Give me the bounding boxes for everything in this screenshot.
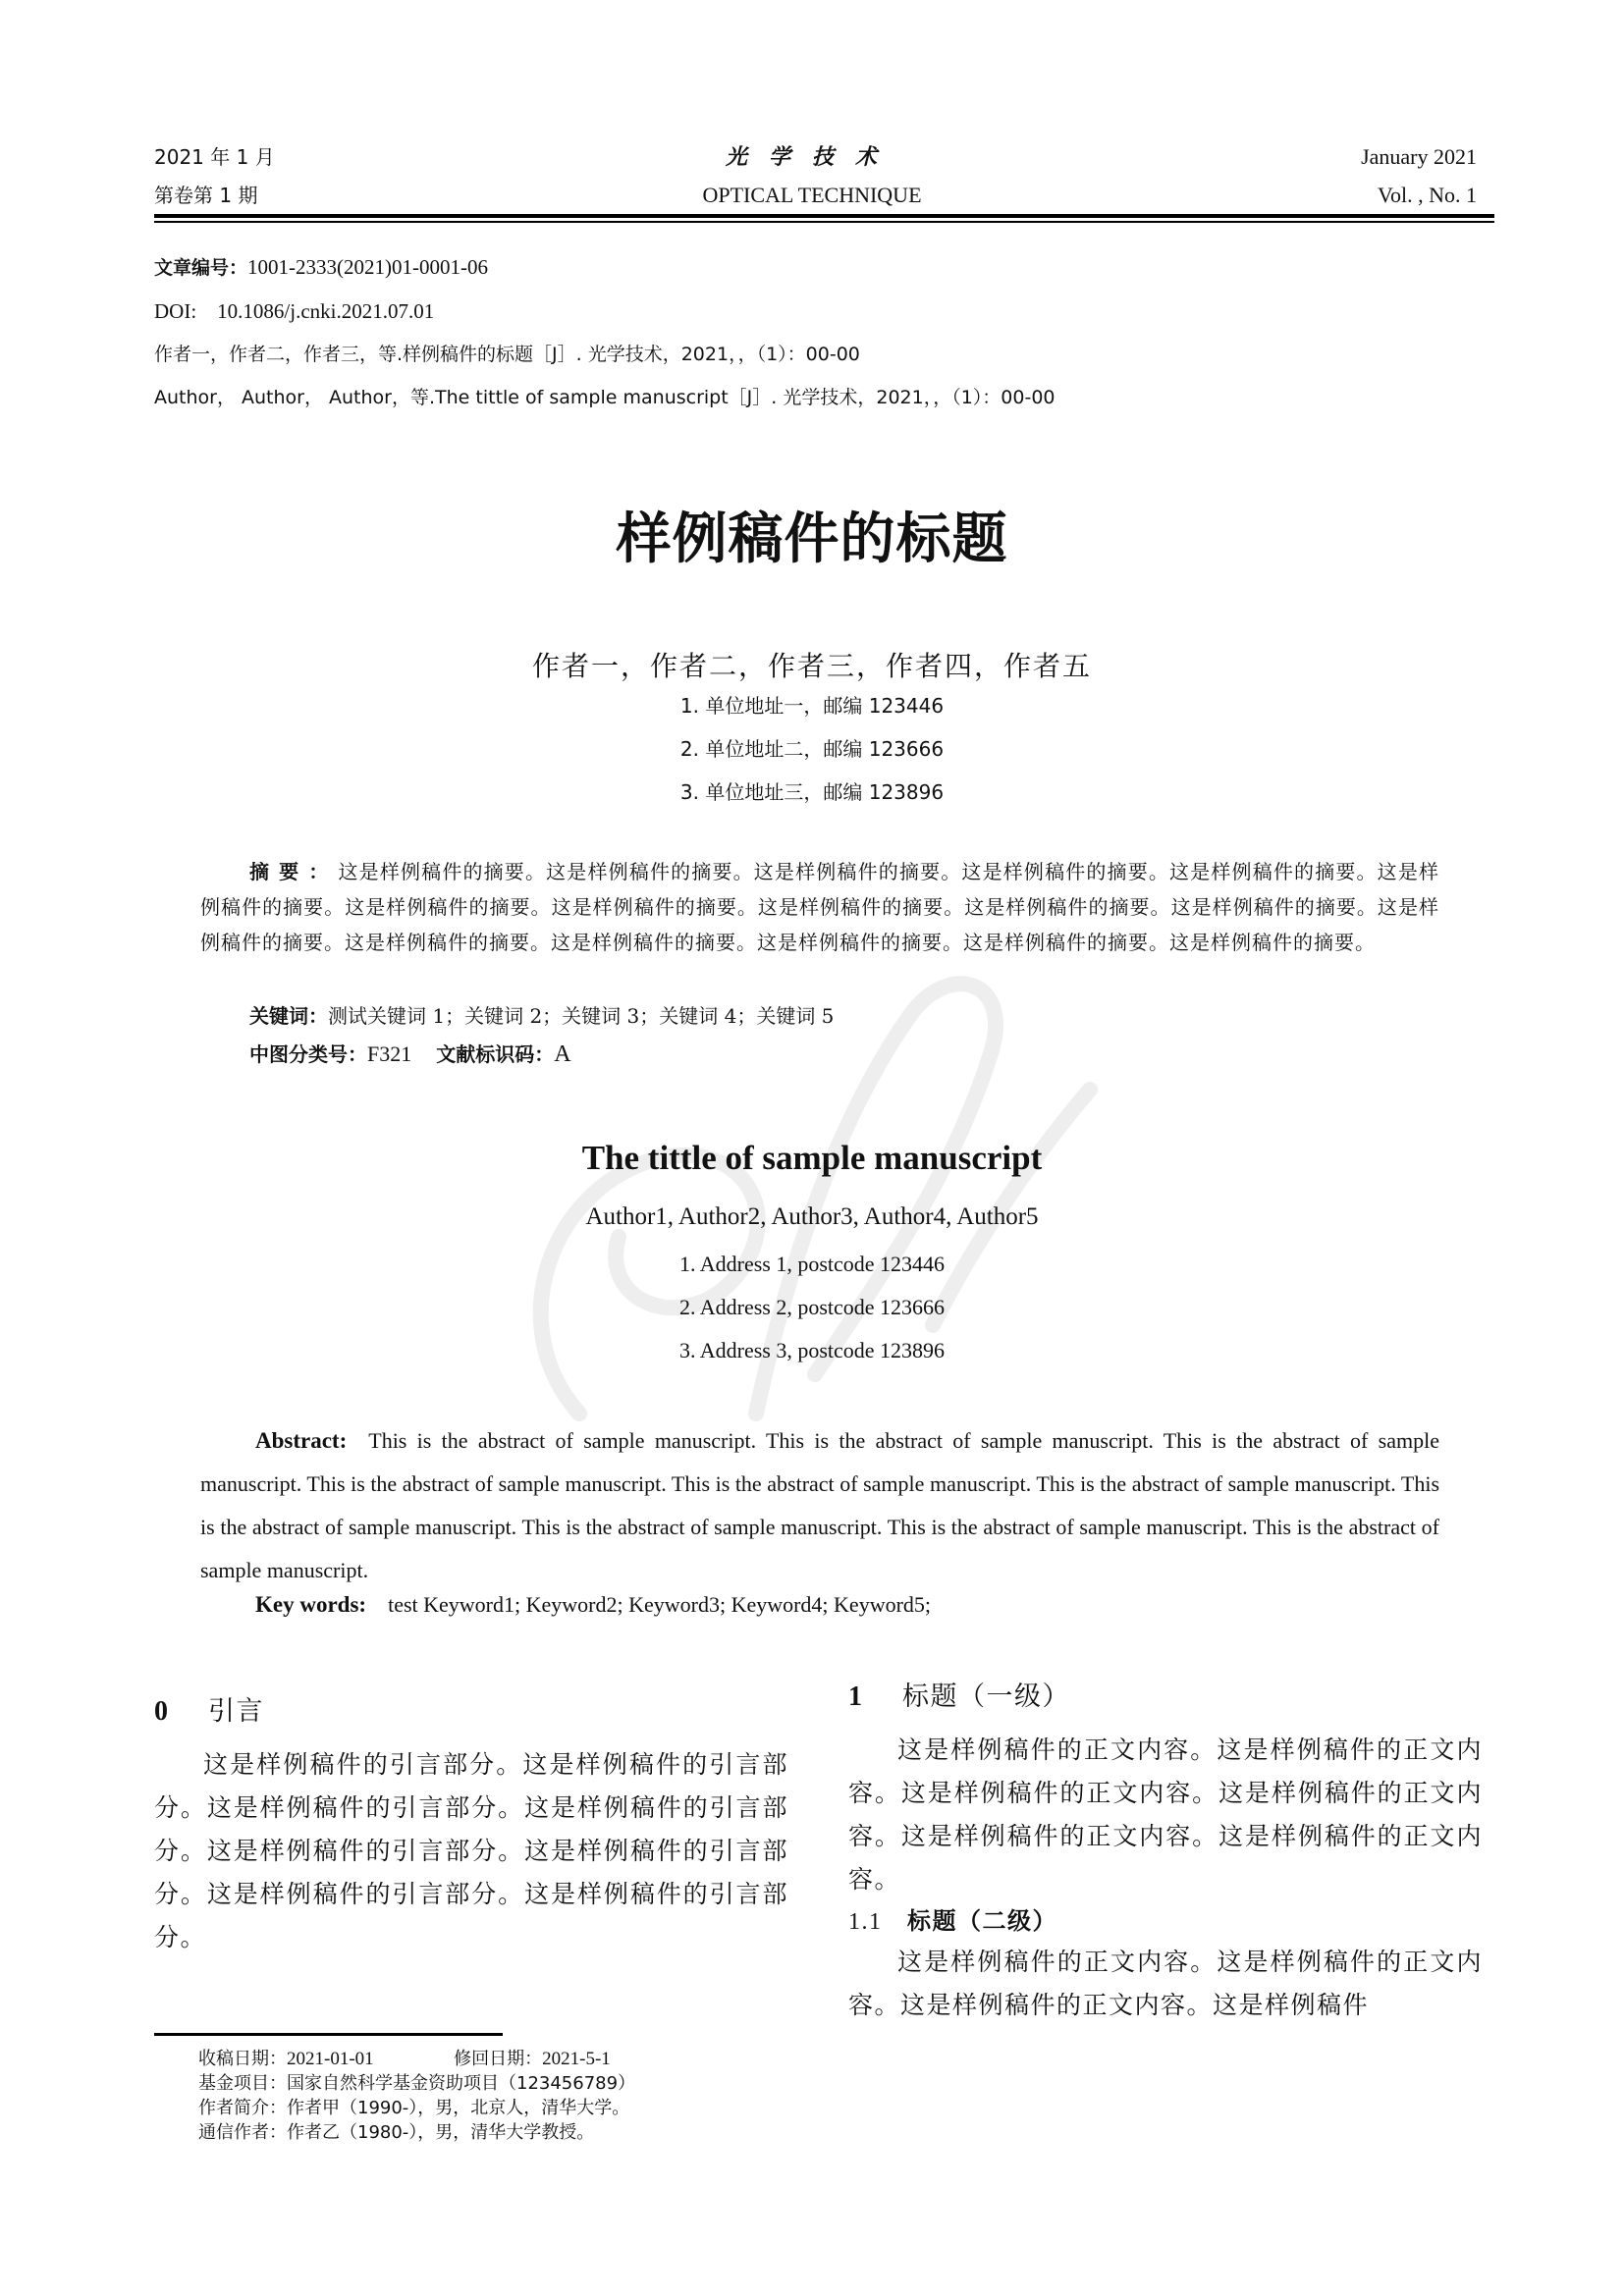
address-en-1: 1. Address 1, postcode 123446: [678, 1252, 946, 1276]
corr-text: 作者乙（1980-），男，清华大学教授。: [287, 2122, 595, 2143]
footnotes: [198, 2047, 635, 2145]
address-en-2: 2. Address 2, postcode 123666: [678, 1295, 946, 1319]
column-right: [848, 1674, 1483, 2027]
article-number-line: [154, 245, 1056, 290]
revised-label: 修回日期：: [454, 2049, 543, 2069]
abstract-cn: [200, 854, 1439, 960]
subsection-number: 1.1: [848, 1909, 883, 1935]
abstract-cn-label: 摘要：: [249, 860, 339, 883]
doi-line: [154, 290, 1056, 333]
received-date: 2021-01-01: [287, 2049, 374, 2069]
subsection-title: 标题（二级）: [907, 1907, 1057, 1935]
section-1-paragraph: 这是样例稿件的正文内容。这是样例稿件的正文内容。这是样例稿件的正文内容。这是样例稿件的正文内容。这是样例稿件的正文内容。这是样例稿件的正文内容。: [848, 1735, 1483, 1894]
section-title: 引言: [208, 1696, 264, 1727]
address-cn-2: 2. 单位地址二，邮编 123666: [679, 737, 945, 761]
address-cn-1: 1. 单位地址一，邮编 123446: [679, 694, 945, 718]
citation-en: Author， Author， Author，等.The tittle of sample manuscript［J］. 光学技术，2021，，（1）：00-00: [154, 387, 1056, 408]
journal-name-en: OPTICAL TECHNIQUE: [702, 183, 922, 207]
section-number: 0: [154, 1696, 170, 1727]
bio-text: 作者甲（1990-），男，北京人，清华大学。: [287, 2098, 630, 2118]
doi-label: DOI:: [154, 299, 197, 323]
clc-value: F321: [367, 1041, 412, 1066]
abstract-en-label: Abstract:: [255, 1428, 348, 1453]
article-meta: [154, 245, 1056, 419]
address-en-3: 3. Address 3, postcode 123896: [678, 1338, 946, 1362]
keywords-en-text: test Keyword1; Keyword2; Keyword3; Keyword4; Keyword5;: [388, 1592, 932, 1617]
abstract-en: [200, 1419, 1439, 1592]
header-rule-thin: [154, 221, 1494, 223]
authors-cn: 作者一，作者二，作者三，作者四，作者五: [531, 650, 1092, 682]
address-cn-3: 3. 单位地址三，邮编 123896: [679, 780, 945, 804]
authors-en: Author1, Author2, Author3, Author4, Author5: [585, 1203, 1039, 1230]
section-heading-intro: [154, 1688, 788, 1735]
doc-code-label: 文献标识码：: [436, 1042, 555, 1066]
received-label: 收稿日期：: [198, 2049, 287, 2069]
fund-label: 基金项目：: [198, 2073, 287, 2094]
header-issue-cn: 第卷第 1 期: [154, 184, 258, 207]
section-heading-1-1: [848, 1901, 1483, 1941]
title-cn: 样例稿件的标题: [616, 507, 1008, 571]
footnote-fund: [198, 2071, 635, 2096]
section-title: 标题（一级）: [902, 1682, 1070, 1712]
article-number: 1001-2333(2021)01-0001-06: [247, 255, 488, 279]
fund-text: 国家自然科学基金资助项目（123456789）: [287, 2073, 636, 2094]
clc-label: 中图分类号：: [249, 1042, 367, 1066]
abstract-cn-text: 这是样例稿件的摘要。这是样例稿件的摘要。这是样例稿件的摘要。这是样例稿件的摘要。这是样例稿件的摘要。这是样例稿件的摘要。这是样例稿件的摘要。这是样例稿件的摘要。这是样例稿件的摘要。这是样例稿件的摘要。这是样例稿件的摘要。这是样例稿件的摘要。这是样例稿件的摘要。这是样例稿件的摘要。这是样例稿件的摘要。这是样例稿件的摘要。这是样例稿件的摘要。: [200, 860, 1440, 954]
header-issue-en: Vol. , No. 1: [1377, 183, 1477, 207]
article-number-label: 文章编号：: [154, 257, 248, 279]
section-1-1-paragraph: 这是样例稿件的正文内容。这是样例稿件的正文内容。这是样例稿件的正文内容。这是样例稿件: [848, 1948, 1483, 2019]
bio-label: 作者简介：: [198, 2098, 287, 2118]
doc-code-value: A: [554, 1041, 571, 1067]
section-heading-1: [848, 1674, 1483, 1721]
keywords-cn-label: 关键词：: [249, 1004, 328, 1028]
citation-cn: 作者一，作者二，作者三，等.样例稿件的标题［J］. 光学技术，2021，，（1）：00-00: [154, 344, 860, 365]
header-date-en: January 2021: [1361, 144, 1477, 169]
doi-value[interactable]: 10.1086/j.cnki.2021.07.01: [217, 299, 435, 323]
header-right: [1361, 144, 1477, 221]
footnote-bio: [198, 2096, 635, 2120]
keywords-cn: [249, 997, 834, 1074]
intro-paragraph: 这是样例稿件的引言部分。这是样例稿件的引言部分。这是样例稿件的引言部分。这是样例稿件的引言部分。这是样例稿件的引言部分。这是样例稿件的引言部分。这是样例稿件的引言部分。这是样例稿件的引言部分。: [154, 1750, 788, 1951]
footnote-rule: [154, 2033, 503, 2036]
abstract-en-text: This is the abstract of sample manuscript. This is the abstract of sample manuscript. This is the abstract of sample manuscript. This is the abstract of sample manuscript. This is the abstract of sample manuscript. This is the abstract of sample manuscript. This is the abstract of sample manuscript. This is the abstract of sample manuscript. This is the abstract of sample manuscript. This is the abstract of sample manuscript.: [200, 1428, 1439, 1582]
column-left: [154, 1688, 788, 1959]
header-rule-thick: [154, 214, 1494, 218]
footnote-dates: [198, 2047, 635, 2071]
footnote-corresponding: [198, 2120, 635, 2145]
keywords-en-label: Key words:: [255, 1592, 367, 1617]
section-number: 1: [848, 1682, 864, 1712]
journal-name-cn: 光学技术: [725, 144, 898, 169]
keywords-cn-text: 测试关键词 1；关键词 2；关键词 3；关键词 4；关键词 5: [328, 1004, 835, 1028]
header-date-cn: 2021 年 1 月: [154, 145, 275, 169]
corr-label: 通信作者：: [198, 2122, 287, 2143]
keywords-en: [255, 1592, 931, 1618]
title-en: The tittle of sample manuscript: [581, 1139, 1043, 1177]
revised-date: 2021-5-1: [542, 2049, 611, 2069]
